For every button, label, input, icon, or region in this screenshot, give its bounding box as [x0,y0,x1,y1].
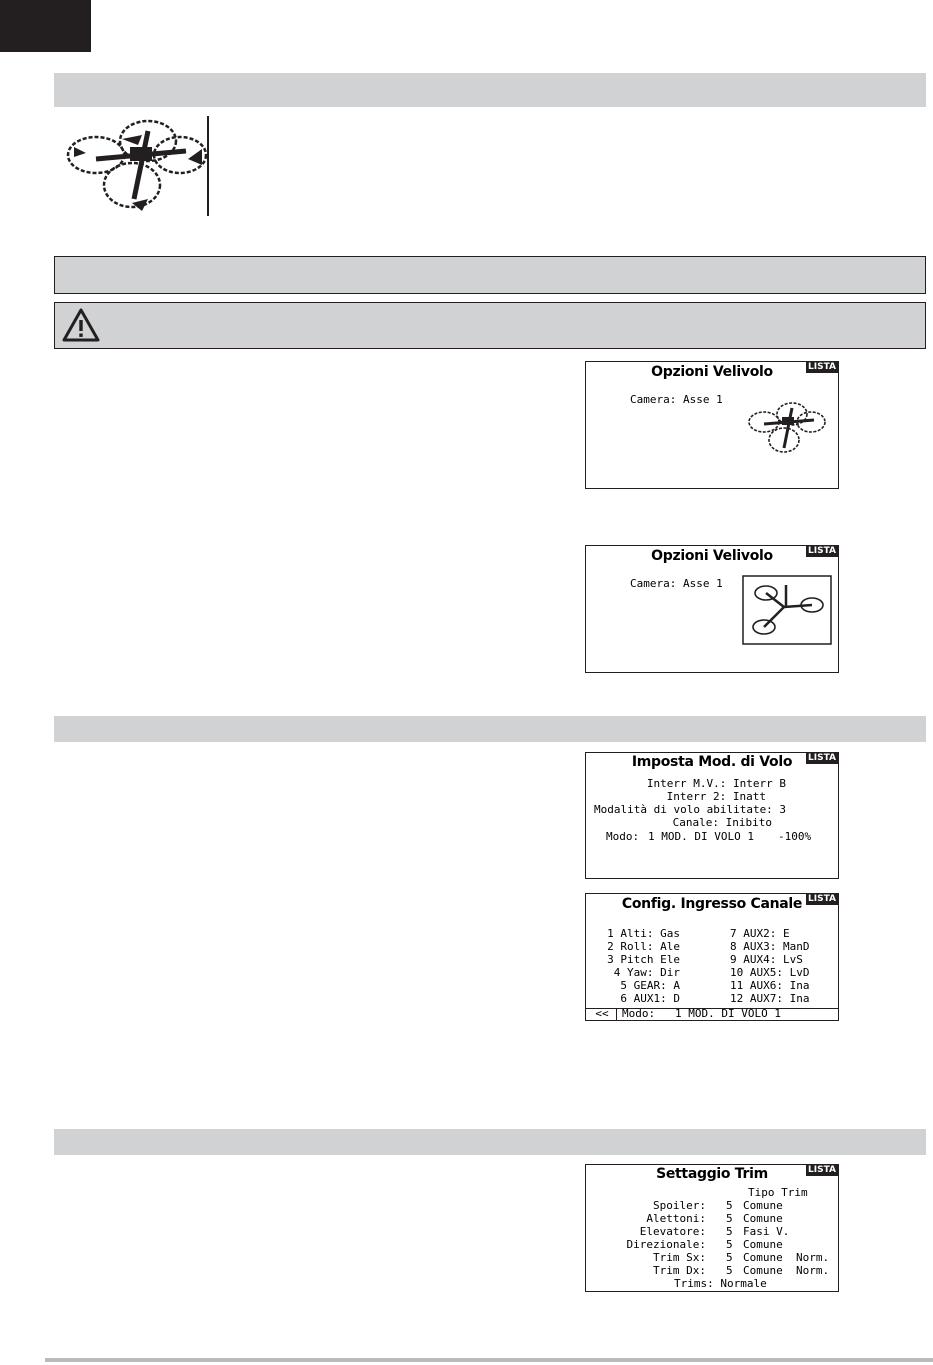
trim-type[interactable]: Comune [743,1212,783,1225]
lista-badge[interactable]: LISTA [808,894,836,904]
screen-title: Imposta Mod. di Volo [631,754,793,770]
trim-type[interactable]: Comune [743,1199,783,1212]
camera-setting[interactable]: Camera: Asse 1 [630,393,723,406]
quadcopter-thumbnail [744,400,830,458]
trim-label: Alettoni: [646,1212,706,1225]
tricopter-thumbnail [742,575,832,645]
page-bottom-rule [45,1358,933,1362]
channel-assignment[interactable]: 8 AUX3: ManD [730,940,810,953]
page-corner-tab [0,0,91,52]
mode-footer: Modo: 1 MOD. DI VOLO 1 [622,1007,781,1020]
mode-label: Modo: [606,830,640,843]
screen-title: Config. Ingresso Canale [621,896,803,912]
trim-value[interactable]: 5 [726,1212,733,1225]
channel-assignment[interactable]: 12 AUX7: Ina [730,992,810,1005]
setting-row[interactable]: Interr M.V.: Interr B [646,777,786,790]
channel-assignment[interactable]: 1 Alti: Gas [607,927,680,940]
section-header-bar [54,1129,926,1155]
lista-badge[interactable]: LISTA [808,546,836,556]
screen-title: Opzioni Velivolo [651,364,773,380]
mode-percent[interactable]: -100% [778,830,812,843]
trim-value[interactable]: 5 [726,1251,733,1264]
channel-assignment[interactable]: 10 AUX5: LvD [730,966,810,979]
setting-row[interactable]: Interr 2: Inatt [666,790,766,803]
trim-label: Direzionale: [626,1238,706,1251]
lista-badge[interactable]: LISTA [808,753,836,763]
lcd-screen-aircraft-options [585,361,839,489]
channel-assignment[interactable]: 9 AUX4: LvS [730,953,803,966]
channel-assignment[interactable]: 7 AUX2: E [730,927,790,940]
setting-row[interactable]: Canale: Inibito [672,816,772,829]
trim-value[interactable]: 5 [726,1199,733,1212]
screen-title: Opzioni Velivolo [651,548,773,564]
lcd-screen-trim-setup [585,1164,839,1292]
trim-label: Spoiler: [653,1199,706,1212]
trim-mode[interactable]: Norm. [796,1264,830,1277]
trim-type[interactable]: Comune [743,1238,783,1251]
trim-mode[interactable]: Norm. [796,1251,830,1264]
lista-badge[interactable]: LISTA [808,1165,836,1175]
camera-setting[interactable]: Camera: Asse 1 [630,577,723,590]
channel-assignment[interactable]: 6 AUX1: D [620,992,680,1005]
screen-title: Settaggio Trim [656,1166,768,1182]
trim-value[interactable]: 5 [726,1225,733,1238]
trim-label: Elevatore: [639,1225,706,1238]
note-bar [54,256,926,294]
channel-assignment[interactable]: 3 Pitch Ele [607,953,680,966]
warning-bar [54,302,926,349]
lista-badge[interactable]: LISTA [808,362,836,372]
trims-footer[interactable]: Trims: Normale [674,1277,767,1290]
section-header-bar [54,73,926,107]
channel-assignment[interactable]: 11 AUX6: Ina [730,979,810,992]
trim-label: Trim Sx: [653,1251,706,1264]
trim-type-header: Tipo Trim [748,1186,808,1199]
section-header-bar [54,716,926,742]
channel-assignment[interactable]: 2 Roll: Ale [607,940,680,953]
trim-value[interactable]: 5 [726,1238,733,1251]
channel-assignment[interactable]: 5 GEAR: A [620,979,680,992]
warning-icon [61,307,101,343]
trim-value[interactable]: 5 [726,1264,733,1277]
lcd-screen-flight-mode-setup [585,752,839,879]
channel-assignment[interactable]: 4 Yaw: Dir [613,966,680,979]
back-button[interactable]: << [588,1008,617,1020]
trim-label: Trim Dx: [653,1264,706,1277]
setting-row[interactable]: Modalità di volo abilitate: 3 [594,803,787,816]
trim-type[interactable]: Comune [743,1264,783,1277]
trim-type[interactable]: Comune [743,1251,783,1264]
trim-type[interactable]: Fasi V. [743,1225,790,1238]
divider-line [207,116,209,216]
lcd-screen-aircraft-options-tri [585,545,839,673]
mode-value[interactable]: 1 MOD. DI VOLO 1 [648,830,754,843]
quadcopter-illustration [62,115,212,217]
lcd-screen-channel-input-config [585,893,839,1021]
